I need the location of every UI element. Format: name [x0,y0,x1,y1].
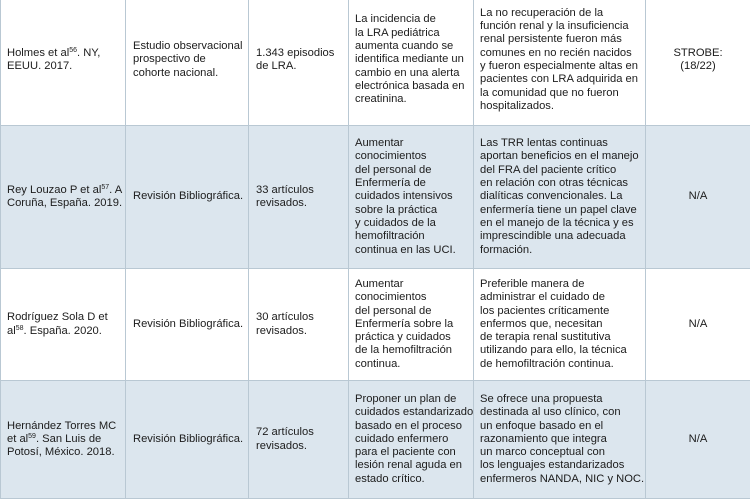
sample-cell: 33 artículos revisados. [249,126,349,269]
table-row [1,126,750,269]
sample-cell: 30 artículos revisados. [249,269,349,381]
design-cell: Revisión Bibliográfica. [126,269,249,381]
design-cell: Estudio observacional prospectivo de cohorte nacional. [126,0,249,126]
design-cell: Revisión Bibliográfica. [126,126,249,269]
quality-cell: N/A [646,126,750,269]
author-cell: Rey Louzao P et $al^{57}$. A Coruña, España. 2019. [1,126,126,269]
table-row [1,381,750,499]
author-cell: Rodríguez Sola D et $al^{58}$. España. 2020. [1,269,126,381]
table-row [1,0,750,126]
quality-cell: N/A [646,381,750,499]
objective-cell: Proponer un plan de cuidados estandarizado basado en el proceso cuidado enfermero para el paciente con lesión renal aguda en estado crítico. [349,381,474,499]
results-cell: Las TRR lentas continuas aportan beneficios en el manejo del FRA del paciente crítico en relación con otras técnicas dialíticas convencionales. La enfermería tiene un papel clave en el manejo de la técnica y es imprescindible una adecuada formación. [474,126,646,269]
objective-cell: La incidencia de la LRA pediátrica aumenta cuando se identifica mediante un cambio en una alerta electrónica basada en creatinina. [349,0,474,126]
quality-cell: STROBE: (18/22) [646,0,750,126]
design-cell: Revisión Bibliográfica. [126,381,249,499]
results-cell: Se ofrece una propuesta destinada al uso clínico, con un enfoque basado en el razonamiento que integra un marco conceptual con los lenguajes estandarizados enfermeros NANDA, NIC y NOC. [474,381,646,499]
results-cell: La no recuperación de la función renal y la insuficiencia renal persistente fueron más comunes en no recién nacidos y fueron especialmente altas en pacientes con LRA adquirida en la comunidad que no fueron hospitalizados. [474,0,646,126]
author-cell: Holmes et $al^{56}$. NY, EEUU. 2017. [1,0,126,126]
objective-cell: Aumentar conocimientos del personal de Enfermería de cuidados intensivos sobre la práctica y cuidados de la hemofiltración continua en las UCI. [349,126,474,269]
table-row [1,269,750,381]
results-cell: Preferible manera de administrar el cuidado de los pacientes críticamente enfermos que, necesitan de terapia renal sustitutiva utilizando para ello, la técnica de hemofiltración continua. [474,269,646,381]
sample-cell: 72 artículos revisados. [249,381,349,499]
quality-cell: N/A [646,269,750,381]
sample-cell: 1.343 episodios de LRA. [249,0,349,126]
objective-cell: Aumentar conocimientos del personal de Enfermería sobre la práctica y cuidados de la hemofiltración continua. [349,269,474,381]
author-cell: Hernández Torres MC et $al^{59}$. San Luis de Potosí, México. 2018. [1,381,126,499]
